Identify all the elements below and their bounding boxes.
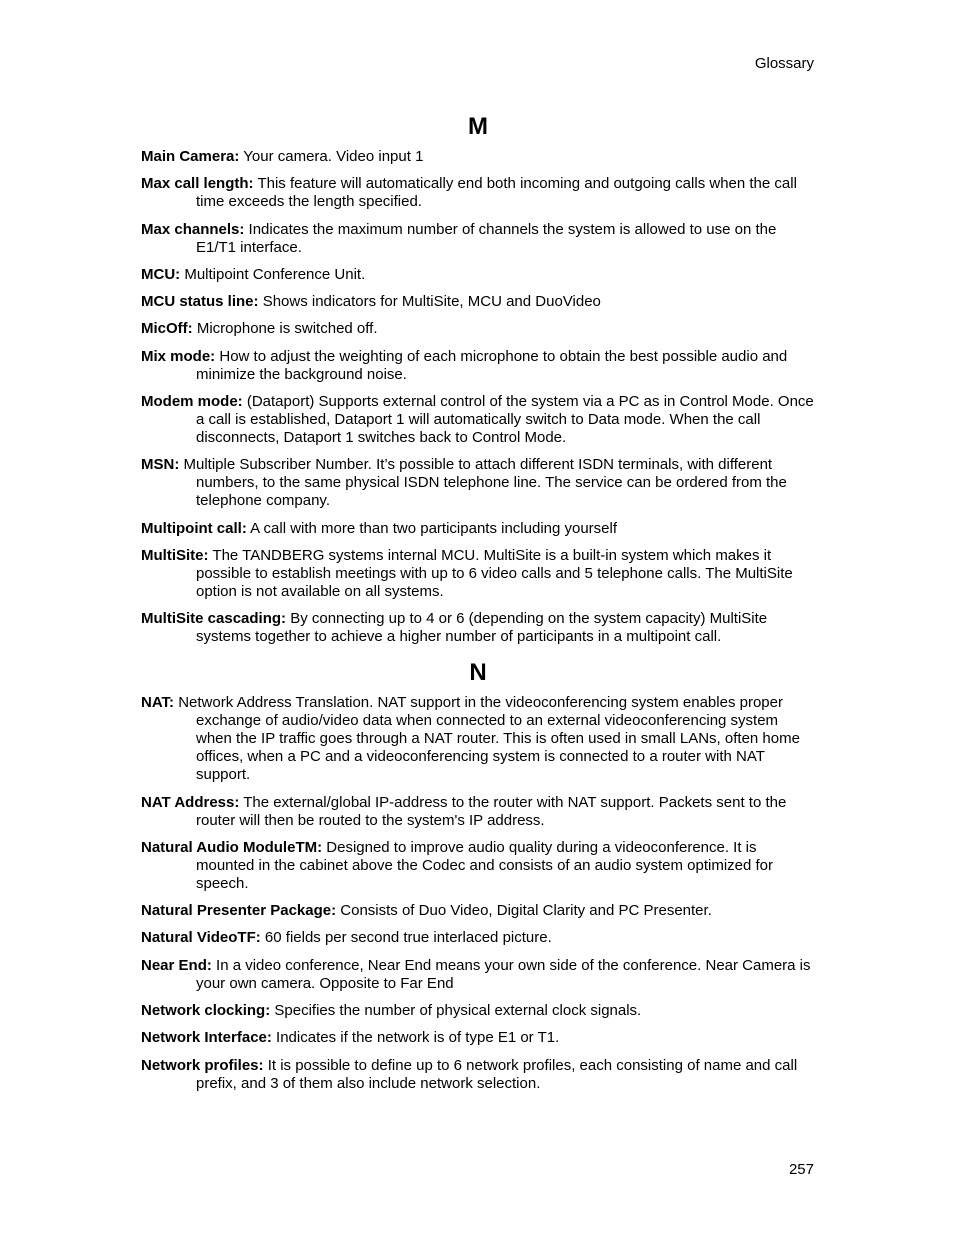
glossary-entry <box>141 293 815 311</box>
section-letter: M <box>468 113 488 140</box>
glossary-term: Max channels: <box>141 220 245 238</box>
glossary-definition: The TANDBERG systems internal MCU. MultiSite is a built-in system which makes it possible to establish meetings with up to 6 video calls and 5 telephone calls. The MultiSite option is not available on all systems. <box>196 546 793 600</box>
glossary-definition: Designed to improve audio quality during a videoconference. It is mounted in the cabinet above the Codec and consists of an audio system optimized for speech. <box>196 838 774 892</box>
glossary-definition: Indicates the maximum number of channels the system is allowed to use on the E1/T1 interface. <box>196 220 777 256</box>
glossary-definition: Multiple Subscriber Number. It’s possible to attach different ISDN terminals, with different numbers, to the same physical ISDN telephone line. The service can be ordered from the telephone company. <box>183 456 787 510</box>
glossary-entry <box>141 456 815 510</box>
glossary-content <box>141 112 815 1102</box>
section-letter: N <box>469 659 487 687</box>
glossary-entry <box>141 221 815 257</box>
glossary-definition: 60 fields per second true interlaced picture. <box>264 929 552 947</box>
glossary-definition: By connecting up to 4 or 6 (depending on the system capacity) MultiSite systems together to achieve a higher number of participants in a multipoint call. <box>196 610 768 646</box>
glossary-term: MCU status line: <box>141 293 259 311</box>
glossary-entry <box>141 929 815 947</box>
glossary-term: Modem mode: <box>141 393 243 411</box>
glossary-entry <box>141 1057 815 1093</box>
glossary-term: Network Interface: <box>141 1029 272 1047</box>
glossary-entry <box>141 175 815 211</box>
glossary-entry <box>141 839 815 893</box>
glossary-term: MultiSite cascading: <box>141 610 287 628</box>
glossary-entry <box>141 393 815 447</box>
glossary-term: Natural Presenter Package: <box>141 902 337 920</box>
glossary-definition: Consists of Duo Video, Digital Clarity and PC Presenter. <box>340 902 712 920</box>
glossary-term: MCU: <box>141 265 181 283</box>
glossary-definition: Microphone is switched off. <box>196 320 378 338</box>
glossary-term: Near End: <box>141 956 212 974</box>
glossary-term: Max call length: <box>141 175 254 193</box>
page-number: 257 <box>788 1161 814 1178</box>
glossary-term: Network clocking: <box>141 1002 271 1020</box>
glossary-entry <box>141 1002 815 1020</box>
glossary-term: NAT: <box>141 694 175 712</box>
glossary-definition: Shows indicators for MultiSite, MCU and DuoVideo <box>262 293 601 311</box>
glossary-section <box>141 112 815 646</box>
glossary-definition: Network Address Translation. NAT support in the videoconferencing system enables proper exchange of audio/video data when connected to an external videoconferencing system when the IP traffic goes through a NAT router. This is often used in small LANs, often home offices, when a PC and a videoconferencing system is connected to a router with NAT support. <box>178 694 800 784</box>
glossary-definition: A call with more than two participants including yourself <box>250 519 618 537</box>
glossary-entry <box>141 794 815 830</box>
running-header: Glossary <box>754 55 814 72</box>
glossary-entry <box>141 520 815 538</box>
glossary-term: Mix mode: <box>141 347 216 365</box>
glossary-definition: Your camera. Video input 1 <box>243 148 424 165</box>
glossary-definition: The external/global IP-address to the router with NAT support. Packets sent to the router will then be routed to the system's IP address. <box>196 793 787 829</box>
glossary-entry <box>141 348 815 384</box>
glossary-entry <box>141 902 815 920</box>
glossary-term: MultiSite: <box>141 546 209 564</box>
glossary-term: NAT Address: <box>141 793 240 811</box>
glossary-term: Natural Audio ModuleTM: <box>141 838 323 856</box>
glossary-term: Network profiles: <box>141 1056 264 1074</box>
glossary-entry <box>141 547 815 601</box>
glossary-entry <box>141 694 815 784</box>
glossary-entry <box>141 957 815 993</box>
glossary-entry <box>141 148 815 166</box>
glossary-term: Natural VideoTF: <box>141 929 261 947</box>
glossary-definition: Indicates if the network is of type E1 or T1. <box>276 1029 560 1047</box>
glossary-definition: (Dataport) Supports external control of the system via a PC as in Control Mode. Once a call is established, Dataport 1 will automatically switch to Data mode. When the call disconnects, Dataport 1 switches back to Control Mode. <box>196 393 814 447</box>
glossary-term: MicOff: <box>141 320 193 338</box>
glossary-definition: How to adjust the weighting of each microphone to obtain the best possible audio and minimize the background noise. <box>196 347 788 383</box>
glossary-definition: Multipoint Conference Unit. <box>184 265 366 283</box>
glossary-term: Main Camera: <box>141 148 240 165</box>
glossary-definition: In a video conference, Near End means your own side of the conference. Near Camera is your own camera. Opposite to Far End <box>196 956 811 992</box>
glossary-entry <box>141 610 815 646</box>
glossary-term: Multipoint call: <box>141 519 247 537</box>
glossary-section <box>141 658 815 1092</box>
glossary-entry <box>141 266 815 284</box>
glossary-definition: This feature will automatically end both incoming and outgoing calls when the call time exceeds the length specified. <box>196 175 797 211</box>
glossary-definition: It is possible to define up to 6 network profiles, each consisting of name and call prefix, and 3 of them also include network selection. <box>196 1056 798 1092</box>
glossary-definition: Specifies the number of physical external clock signals. <box>274 1002 642 1020</box>
glossary-entry <box>141 1029 815 1047</box>
glossary-term: MSN: <box>141 456 180 474</box>
glossary-entry <box>141 320 815 338</box>
